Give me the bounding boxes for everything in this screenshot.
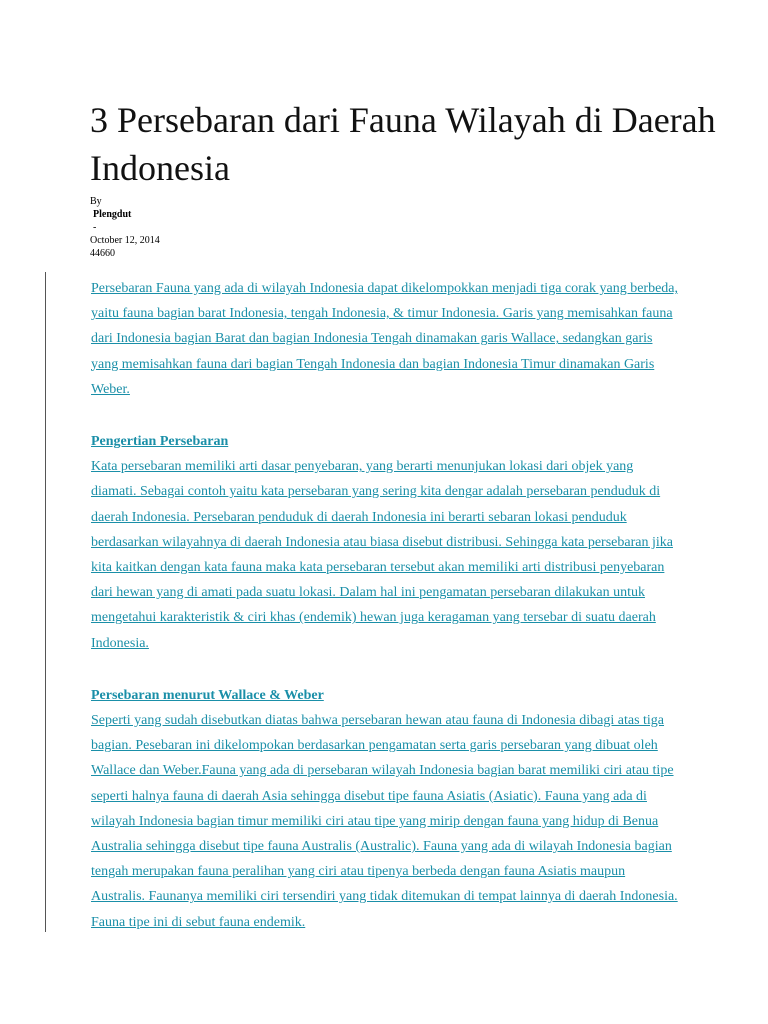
by-label: By bbox=[90, 196, 102, 207]
author-link[interactable]: Plengdut bbox=[93, 209, 132, 220]
wallace-weber-paragraph bbox=[91, 708, 681, 935]
pengertian-paragraph bbox=[91, 454, 681, 656]
section-heading-pengertian[interactable]: Pengertian Persebaran bbox=[91, 434, 229, 450]
content-margin-line bbox=[45, 272, 46, 932]
intro-link[interactable]: Persebaran Fauna yang ada di wilayah Indonesia dapat dikelompokkan menjadi tiga corak yang berbeda, yaitu fauna bagian barat Indonesia, tengah Indonesia, & timur Indonesia. Garis yang memisahkan fauna dari Indonesia bagian Barat dan bagian Indonesia Tengah dinamakan garis Wallace, sedangkan garis yang memisahkan fauna dari bagian Tengah Indonesia dan bagian Indonesia Timur dinamakan Garis Weber. bbox=[91, 281, 679, 397]
wallace-weber-link[interactable]: Seperti yang sudah disebutkan diatas bahwa persebaran hewan atau fauna di Indonesia dibagi atas tiga bagian. Pesebaran ini dikelompokan berdasarkan pengamatan serta garis persebaran yang dibuat oleh Wallace dan Weber.Fauna yang ada di persebaran wilayah Indonesia bagian barat memiliki ciri atau tipe seperti halnya fauna di daerah Asia sehingga disebut tipe fauna Asiatis (Asiatic). Fauna yang ada di wilayah Indonesia bagian timur memiliki ciri atau tipe yang mirip dengan fauna yang hidup di Benua Australia sehingga disebut tipe fauna Australis (Australic). Fauna yang ada di wilayah Indonesia bagian tengah merupakan fauna peralihan yang ciri atau tipenya berbeda dengan fauna Asiatis maupun Australis. Faunanya memiliki ciri tersendiri yang tidak ditemukan di tempat lainnya di daerah Indonesia. Fauna tipe ini di sebut fauna endemik. bbox=[91, 713, 678, 930]
publish-date: October 12, 2014 bbox=[90, 235, 160, 246]
view-count: 44660 bbox=[90, 248, 115, 259]
article-body bbox=[91, 276, 681, 935]
article-meta bbox=[90, 195, 160, 260]
meta-separator: - bbox=[93, 222, 97, 233]
pengertian-link[interactable]: Kata persebaran memiliki arti dasar penyebaran, yang berarti menunjukan lokasi dari objek yang diamati. Sebagai contoh yaitu kata persebaran yang sering kita dengar adalah persebaran penduduk di daerah Indonesia. Persebaran penduduk di daerah Indonesia ini berarti sebaran lokasi penduduk berdasarkan wilayahnya di daerah Indonesia atau biasa disebut distribusi. Sehingga kata persebaran jika kita kaitkan dengan kata fauna maka kata persebaran tersebut akan memiliki arti distribusi penyebaran dari hewan yang di amati pada suatu lokasi. Dalam hal ini pengamatan persebaran dilakukan untuk mengetahui karakteristik & ciri khas (endemik) hewan juga keragaman yang tersebar di suatu daerah Indonesia. bbox=[91, 459, 673, 651]
section-heading-wallace-weber[interactable]: Persebaran menurut Wallace & Weber bbox=[91, 687, 324, 703]
article-title: 3 Persebaran dari Fauna Wilayah di Daerah Indonesia bbox=[90, 100, 716, 188]
intro-paragraph bbox=[91, 276, 681, 402]
